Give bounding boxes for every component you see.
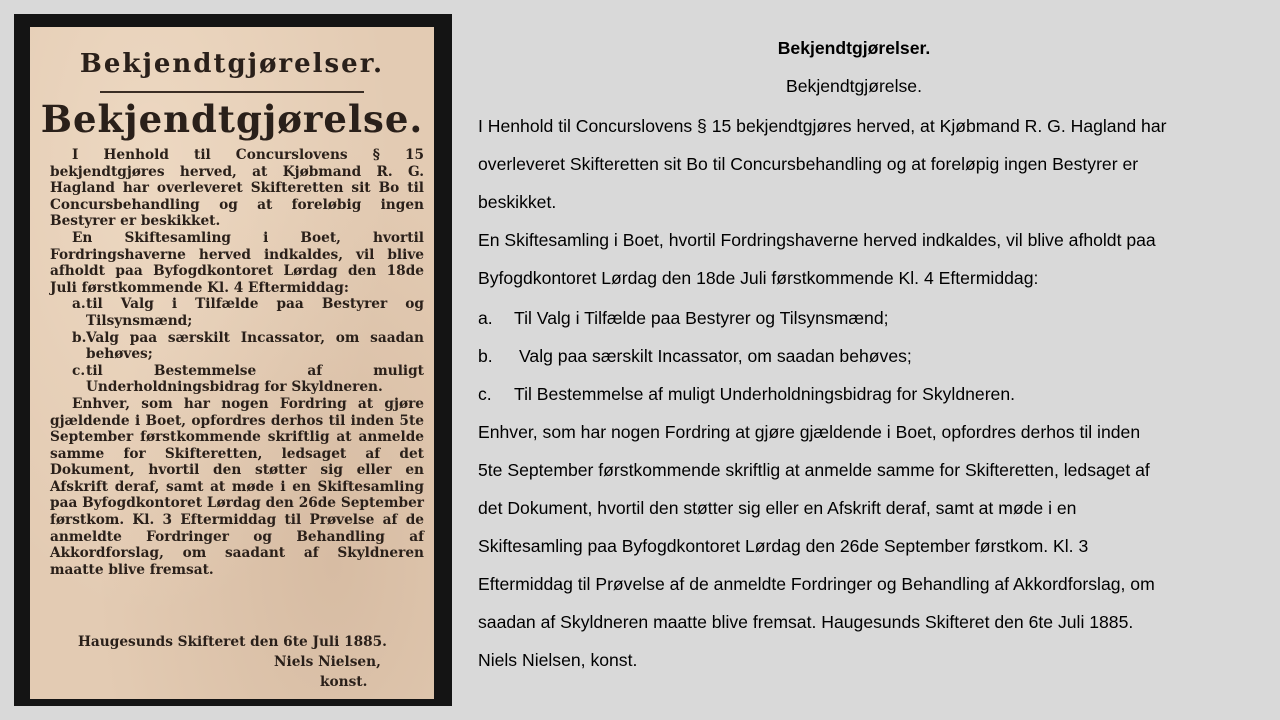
clipping-title: Bekjendtgjørelse. — [40, 97, 424, 141]
transcription-item-text: Valg paa særskilt Incassator, om saadan behøves; — [519, 346, 912, 366]
clipping-body — [50, 147, 424, 578]
transcription-title: Bekjendtgjørelse. — [786, 76, 922, 96]
clipping-item-marker: c. — [72, 362, 86, 379]
clipping-signature-title: konst. — [320, 674, 368, 690]
transcription-signature: Niels Nielsen, konst. — [478, 650, 638, 670]
transcription-line: 5te September førstkommende skriftlig at anmelde samme for Skifteretten, ledsaget af — [478, 460, 1150, 480]
clipping-signature: Niels Nielsen, — [274, 654, 381, 670]
clipping-paragraph: Enhver, som har nogen Fordring at gjøre gjældende i Boet, opfordres derhos til inden 5te September førstkommende skriftlig at anmelde samme for Skifteretten, ledsaget af det Dokument, hvortil den støtter sig eller en Afskrift deraf, samt at møde i en Skiftesamling paa Byfogdkontoret Lørdag den 26de September førstkom. Kl. 3 Eftermiddag til Prøvelse af de anmeldte Fordringer og Behandling af Akkordforslag, om saadant af Skyldneren maatte blive fremsat. — [50, 395, 424, 578]
transcription-item-marker: b. — [478, 346, 493, 366]
transcription-item-marker: c. — [478, 384, 492, 404]
clipping-item-text: Valg paa særskilt Incassator, om saadan behøves; — [86, 329, 424, 363]
clipping-paragraph: En Skiftesamling i Boet, hvortil Fordringshaverne herved indkaldes, vil blive afholdt paa Byfogdkontoret Lørdag den 18de Juli førstkommende Kl. 4 Eftermiddag: — [50, 229, 424, 296]
clipping-item-marker: b. — [72, 329, 87, 346]
clipping-paragraph: I Henhold til Concurslovens § 15 bekjendtgjøres herved, at Kjøbmand R. G. Hagland har overleveret Skifteretten sit Bo til Concursbehandling og at foreløbig ingen Bestyrer er beskikket. — [50, 147, 424, 230]
clipping-place-date: Haugesunds Skifteret den 6te Juli 1885. — [78, 634, 387, 650]
newspaper-clipping — [30, 27, 434, 699]
transcription-header: Bekjendtgjørelser. — [777, 38, 931, 58]
transcription-line: saadan af Skyldneren maatte blive fremsat. Haugesunds Skifteret den 6te Juli 1885. — [478, 612, 1134, 632]
clipping-item — [50, 363, 424, 396]
transcription-line: overleveret Skifteretten sit Bo til Concursbehandling og at foreløpig ingen Bestyrer er — [478, 154, 1139, 174]
transcription-item-marker: a. — [478, 308, 493, 328]
clipping-rule — [100, 91, 364, 93]
clipping-frame — [14, 14, 452, 706]
transcription-line: Enhver, som har nogen Fordring at gjøre gjældende i Boet, opfordres derhos til inden — [478, 422, 1141, 442]
clipping-item-marker: a. — [72, 296, 86, 313]
clipping-item-text: til Bestemmelse af muligt Underholdningsbidrag for Skyldneren. — [86, 362, 424, 396]
transcription-line: I Henhold til Concurslovens § 15 bekjendtgjøres herved, at Kjøbmand R. G. Hagland har — [478, 116, 1167, 136]
transcription-item-text: Til Bestemmelse af muligt Underholdningsbidrag for Skyldneren. — [514, 384, 1016, 404]
transcription-line: beskikket. — [478, 192, 557, 212]
transcription-line: Eftermiddag til Prøvelse af de anmeldte Fordringer og Behandling af Akkordforslag, om — [478, 574, 1155, 594]
transcription-line: En Skiftesamling i Boet, hvortil Fordringshaverne herved indkaldes, vil blive afholdt paa — [478, 230, 1156, 250]
clipping-header: Bekjendtgjørelser. — [79, 49, 385, 79]
clipping-item — [50, 296, 424, 329]
transcription-line: Skiftesamling paa Byfogdkontoret Lørdag den 26de September førstkom. Kl. 3 — [478, 536, 1089, 556]
transcription-line: det Dokument, hvortil den støtter sig eller en Afskrift deraf, samt at møde i en — [478, 498, 1077, 518]
clipping-item — [50, 330, 424, 363]
clipping-item-text: til Valg i Tilfælde paa Bestyrer og Tilsynsmænd; — [86, 296, 424, 329]
transcription-line: Byfogdkontoret Lørdag den 18de Juli førstkommende Kl. 4 Eftermiddag: — [478, 268, 1039, 288]
transcription-item-text: Til Valg i Tilfælde paa Bestyrer og Tilsynsmænd; — [514, 308, 889, 328]
